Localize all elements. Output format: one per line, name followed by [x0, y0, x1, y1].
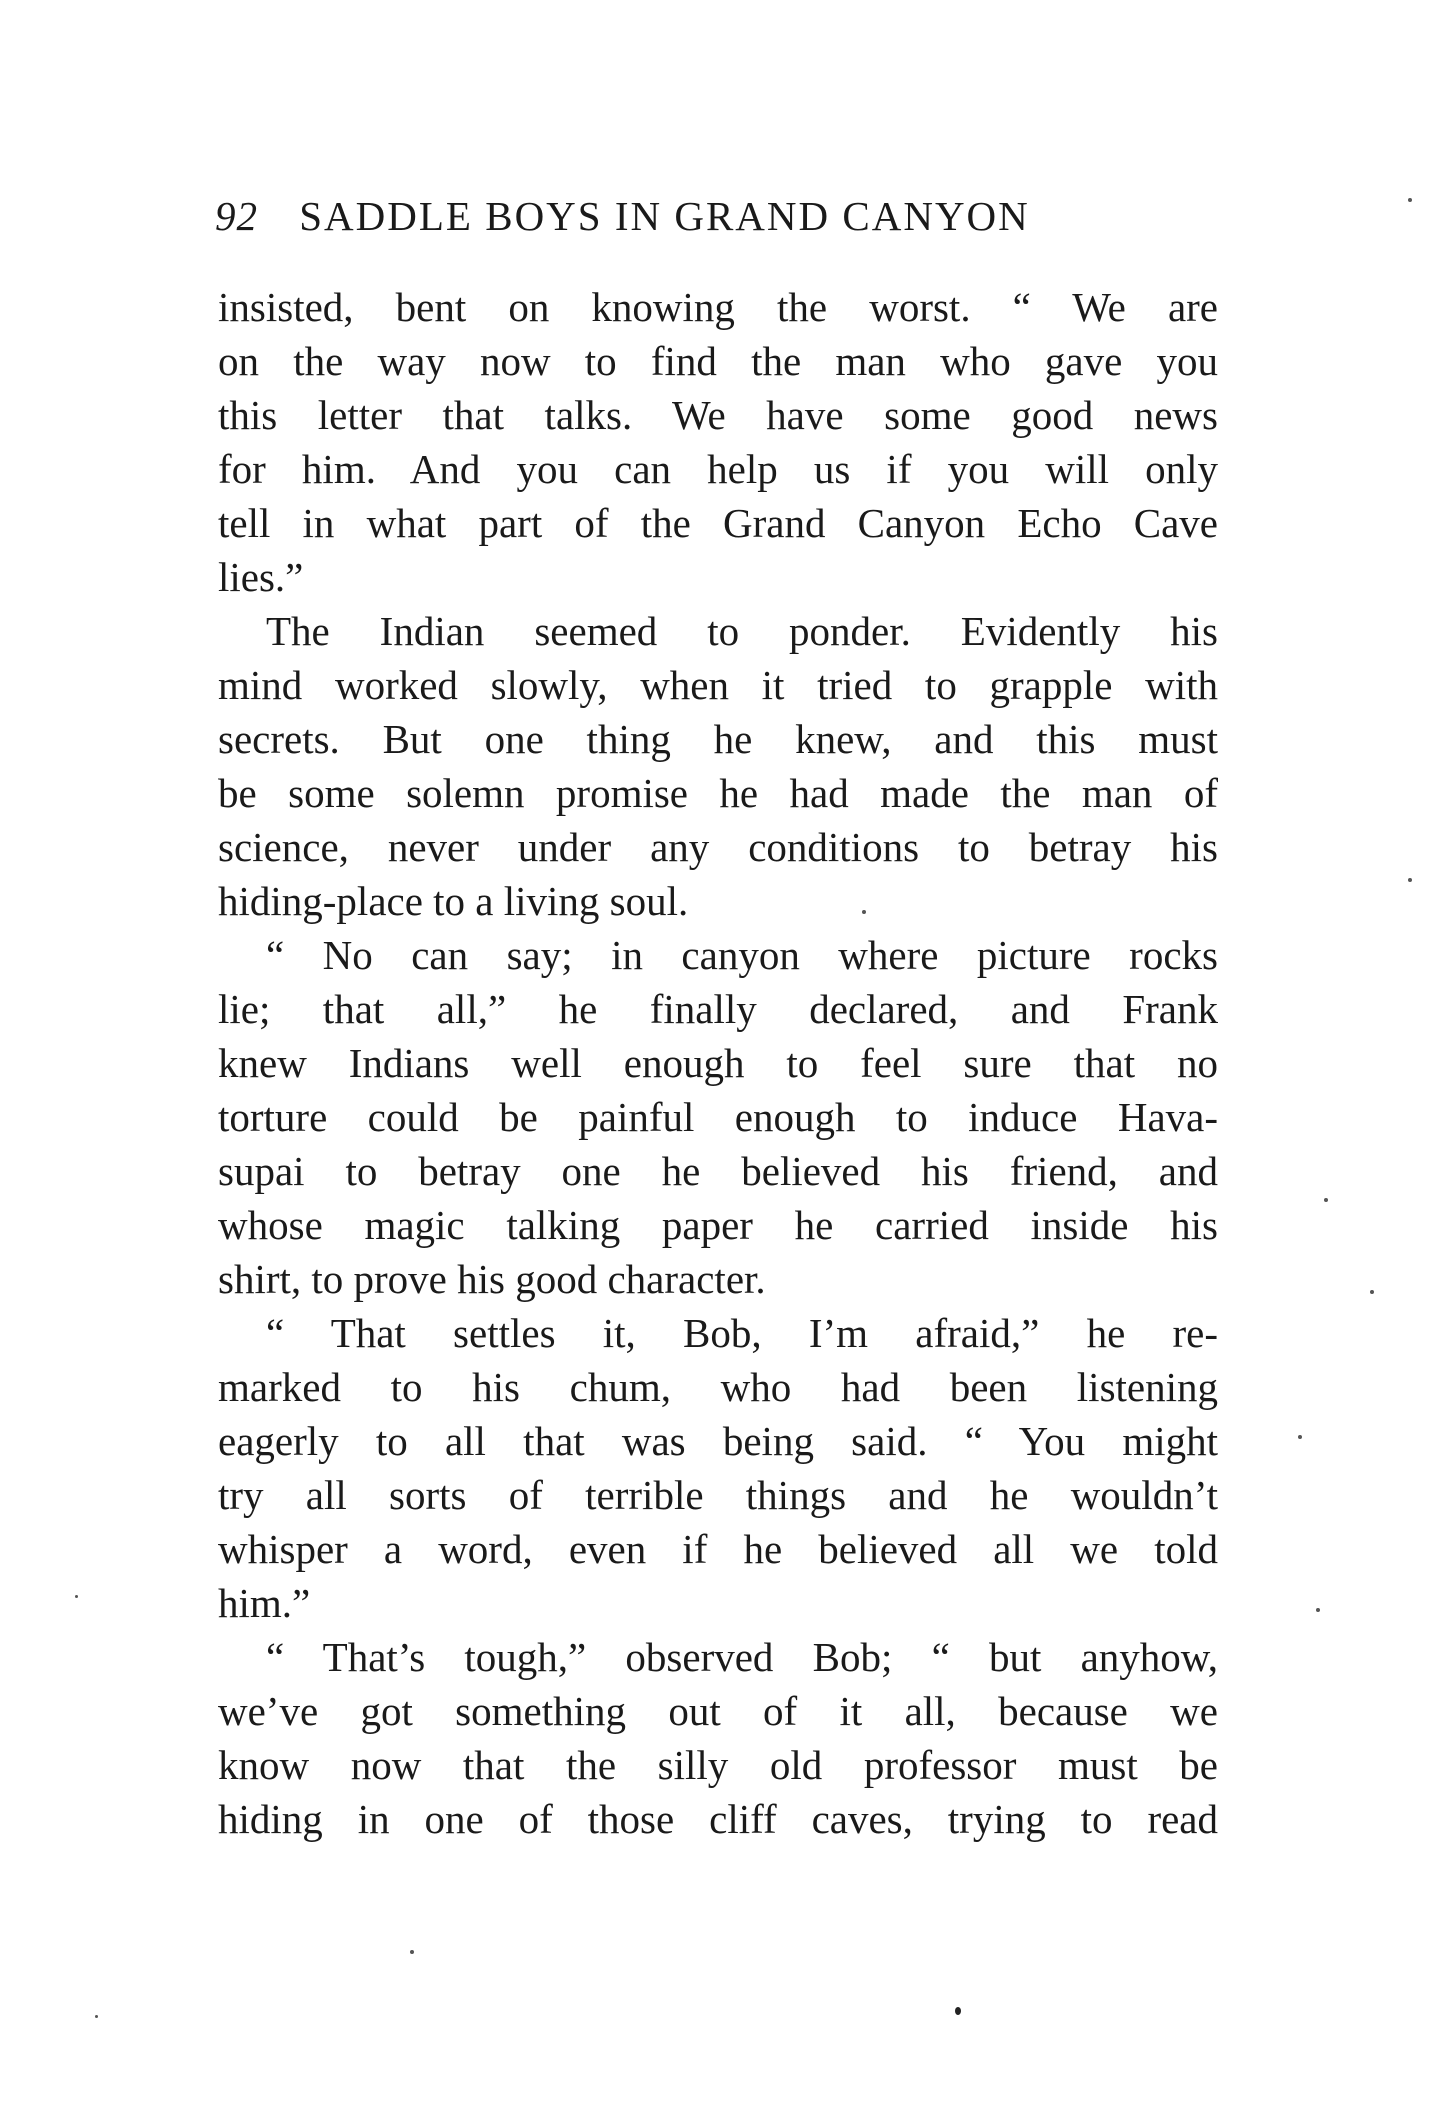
- paper-speck: [1408, 198, 1412, 202]
- text-line: whisper a word, even if he believed all we told: [218, 1526, 1218, 1572]
- running-title: SADDLE BOYS IN GRAND CANYON: [299, 193, 1030, 239]
- paper-speck: [1316, 1608, 1320, 1612]
- page-number: 92: [215, 193, 258, 239]
- text-line: insisted, bent on knowing the worst. “ We are: [218, 284, 1218, 330]
- paper-speck: [75, 1595, 78, 1598]
- text-line: torture could be painful enough to induce Hava-: [218, 1094, 1218, 1140]
- text-line: lies.”: [218, 554, 304, 600]
- text-line: secrets. But one thing he knew, and this must: [218, 716, 1218, 762]
- paper-speck: [410, 1950, 414, 1954]
- text-line: for him. And you can help us if you will only: [218, 446, 1218, 492]
- running-head: [215, 192, 1215, 240]
- text-line: him.”: [218, 1580, 311, 1626]
- text-line: hiding in one of those cliff caves, trying to read: [218, 1796, 1218, 1842]
- text-line: shirt, to prove his good character.: [218, 1256, 766, 1302]
- paper-speck: [955, 2007, 961, 2015]
- paper-speck: [1408, 878, 1412, 882]
- text-line: try all sorts of terrible things and he wouldn’t: [218, 1472, 1218, 1518]
- text-line: hiding-place to a living soul.: [218, 878, 689, 924]
- text-line: whose magic talking paper he carried inside his: [218, 1202, 1218, 1248]
- text-line: mind worked slowly, when it tried to grapple with: [218, 662, 1218, 708]
- paragraph-first-line: The Indian seemed to ponder. Evidently his: [266, 608, 1218, 654]
- text-line: knew Indians well enough to feel sure that no: [218, 1040, 1218, 1086]
- text-line: supai to betray one he believed his friend, and: [218, 1148, 1218, 1194]
- text-line: this letter that talks. We have some good news: [218, 392, 1218, 438]
- text-line: lie; that all,” he finally declared, and Frank: [218, 986, 1218, 1032]
- body-text: [218, 280, 1218, 1846]
- text-line: marked to his chum, who had been listening: [218, 1364, 1218, 1410]
- paragraph-first-line: “ That’s tough,” observed Bob; “ but anyhow,: [266, 1634, 1218, 1680]
- text-line: science, never under any conditions to betray his: [218, 824, 1218, 870]
- text-line: know now that the silly old professor must be: [218, 1742, 1218, 1788]
- paper-speck: [1370, 1290, 1374, 1294]
- paper-speck: [1324, 1198, 1328, 1202]
- paper-speck: [95, 2015, 98, 2018]
- paper-speck: [1298, 1435, 1302, 1439]
- paper-speck: [862, 910, 866, 914]
- text-line: on the way now to find the man who gave you: [218, 338, 1218, 384]
- text-line: be some solemn promise he had made the man of: [218, 770, 1218, 816]
- text-line: eagerly to all that was being said. “ You might: [218, 1418, 1218, 1464]
- text-line: we’ve got something out of it all, because we: [218, 1688, 1218, 1734]
- paragraph-first-line: “ That settles it, Bob, I’m afraid,” he re-: [266, 1310, 1218, 1356]
- text-line: tell in what part of the Grand Canyon Echo Cave: [218, 500, 1218, 546]
- paragraph-first-line: “ No can say; in canyon where picture rocks: [266, 932, 1218, 978]
